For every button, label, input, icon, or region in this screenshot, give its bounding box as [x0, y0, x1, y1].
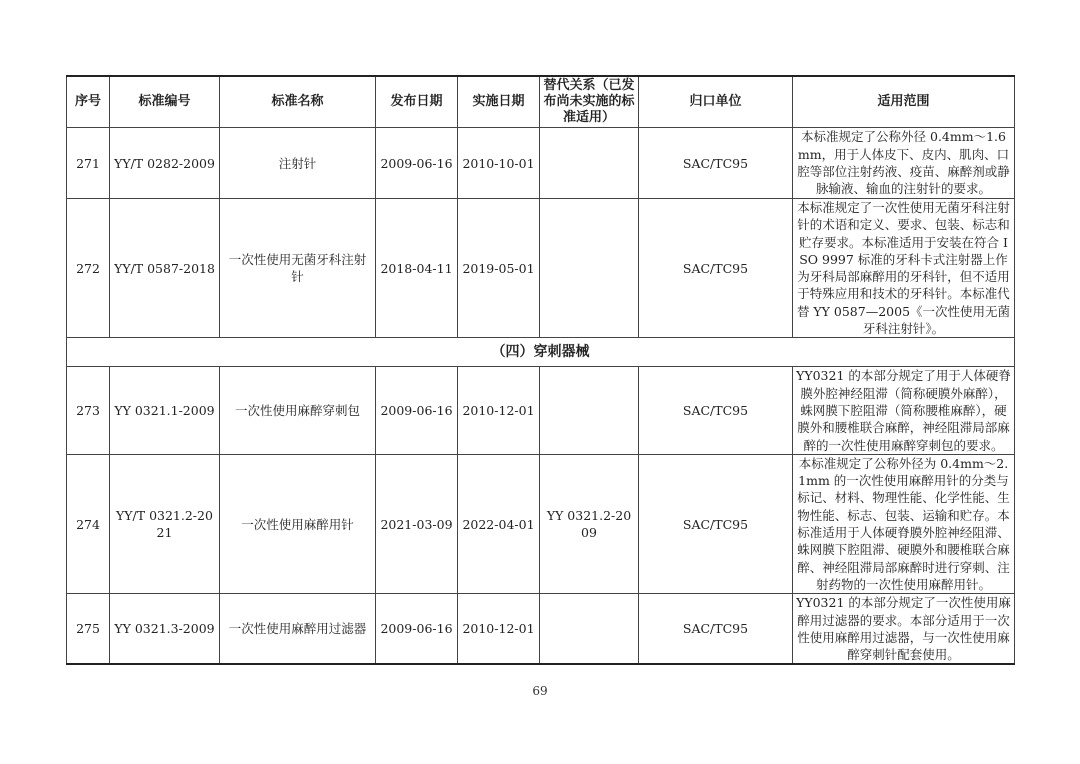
cell-scope: YY0321 的本部分规定了用于人体硬脊膜外腔神经阻滞（简称硬膜外麻醉），蛛网膜下腔阻滞（简称腰椎麻醉），硬膜外和腰椎联合麻醉，神经阻滞局部麻醉的一次性使用麻醉穿刺包的要求。	[793, 367, 1015, 454]
cell-replacement	[540, 199, 639, 338]
cell-publish-date: 2009-06-16	[376, 128, 458, 199]
cell-code: YY 0321.1-2009	[110, 367, 220, 454]
standards-table	[66, 75, 1015, 665]
cell-name: 一次性使用麻醉用过滤器	[220, 594, 376, 665]
cell-effective-date: 2010-12-01	[458, 594, 540, 665]
cell-code: YY 0321.3-2009	[110, 594, 220, 665]
header-seq: 序号	[67, 76, 110, 128]
table-header-row	[67, 76, 1015, 128]
cell-publish-date: 2009-06-16	[376, 367, 458, 454]
cell-publish-date: 2021-03-09	[376, 454, 458, 593]
table-row	[67, 454, 1015, 593]
cell-publish-date: 2018-04-11	[376, 199, 458, 338]
section-row	[67, 338, 1015, 367]
cell-unit: SAC/TC95	[639, 454, 793, 593]
cell-code: YY/T 0282-2009	[110, 128, 220, 199]
cell-scope: 本标准规定了一次性使用无菌牙科注射针的术语和定义、要求、包装、标志和贮存要求。本标准适用于安装在符合 ISO 9997 标准的牙科卡式注射器上作为牙科局部麻醉用的牙科针，但不适用于特殊应用和技术的牙科针。本标准代替 YY 0587—2005《一次性使用无菌牙科注射针》。	[793, 199, 1015, 338]
cell-unit: SAC/TC95	[639, 367, 793, 454]
table-row	[67, 367, 1015, 454]
header-code: 标准编号	[110, 76, 220, 128]
cell-scope: 本标准规定了公称外径 0.4mm～1.6mm，用于人体皮下、皮内、肌肉、口腔等部位注射药液、疫苗、麻醉剂或静脉输液、输血的注射针的要求。	[793, 128, 1015, 199]
header-publish-date: 发布日期	[376, 76, 458, 128]
table-row	[67, 128, 1015, 199]
header-name: 标准名称	[220, 76, 376, 128]
cell-seq: 272	[67, 199, 110, 338]
cell-effective-date: 2010-10-01	[458, 128, 540, 199]
cell-name: 一次性使用麻醉用针	[220, 454, 376, 593]
cell-seq: 274	[67, 454, 110, 593]
header-unit: 归口单位	[639, 76, 793, 128]
cell-unit: SAC/TC95	[639, 128, 793, 199]
cell-code: YY/T 0587-2018	[110, 199, 220, 338]
cell-replacement	[540, 128, 639, 199]
cell-name: 注射针	[220, 128, 376, 199]
cell-effective-date: 2022-04-01	[458, 454, 540, 593]
header-effective-date: 实施日期	[458, 76, 540, 128]
cell-seq: 275	[67, 594, 110, 665]
cell-seq: 271	[67, 128, 110, 199]
cell-scope: YY0321 的本部分规定了一次性使用麻醉用过滤器的要求。本部分适用于一次性使用麻醉用过滤器，与一次性使用麻醉穿刺针配套使用。	[793, 594, 1015, 665]
cell-name: 一次性使用无菌牙科注射针	[220, 199, 376, 338]
table-row	[67, 594, 1015, 665]
cell-unit: SAC/TC95	[639, 594, 793, 665]
table-row	[67, 199, 1015, 338]
cell-effective-date: 2019-05-01	[458, 199, 540, 338]
cell-code: YY/T 0321.2-2021	[110, 454, 220, 593]
cell-publish-date: 2009-06-16	[376, 594, 458, 665]
cell-scope: 本标准规定了公称外径为 0.4mm～2.1mm 的一次性使用麻醉用针的分类与标记、材料、物理性能、化学性能、生物性能、标志、包装、运输和贮存。本标准适用于人体硬脊膜外腔神经阻滞、蛛网膜下腔阻滞、硬膜外和腰椎联合麻醉、神经阻滞局部麻醉时进行穿刺、注射药物的一次性使用麻醉用针。	[793, 454, 1015, 593]
cell-unit: SAC/TC95	[639, 199, 793, 338]
cell-effective-date: 2010-12-01	[458, 367, 540, 454]
cell-name: 一次性使用麻醉穿刺包	[220, 367, 376, 454]
section-title: （四）穿刺器械	[67, 338, 1015, 367]
cell-replacement	[540, 594, 639, 665]
header-scope: 适用范围	[793, 76, 1015, 128]
cell-replacement	[540, 367, 639, 454]
page-number: 69	[532, 684, 548, 698]
cell-seq: 273	[67, 367, 110, 454]
cell-replacement: YY 0321.2-2009	[540, 454, 639, 593]
header-replacement: 替代关系（已发布尚未实施的标准适用）	[540, 76, 639, 128]
